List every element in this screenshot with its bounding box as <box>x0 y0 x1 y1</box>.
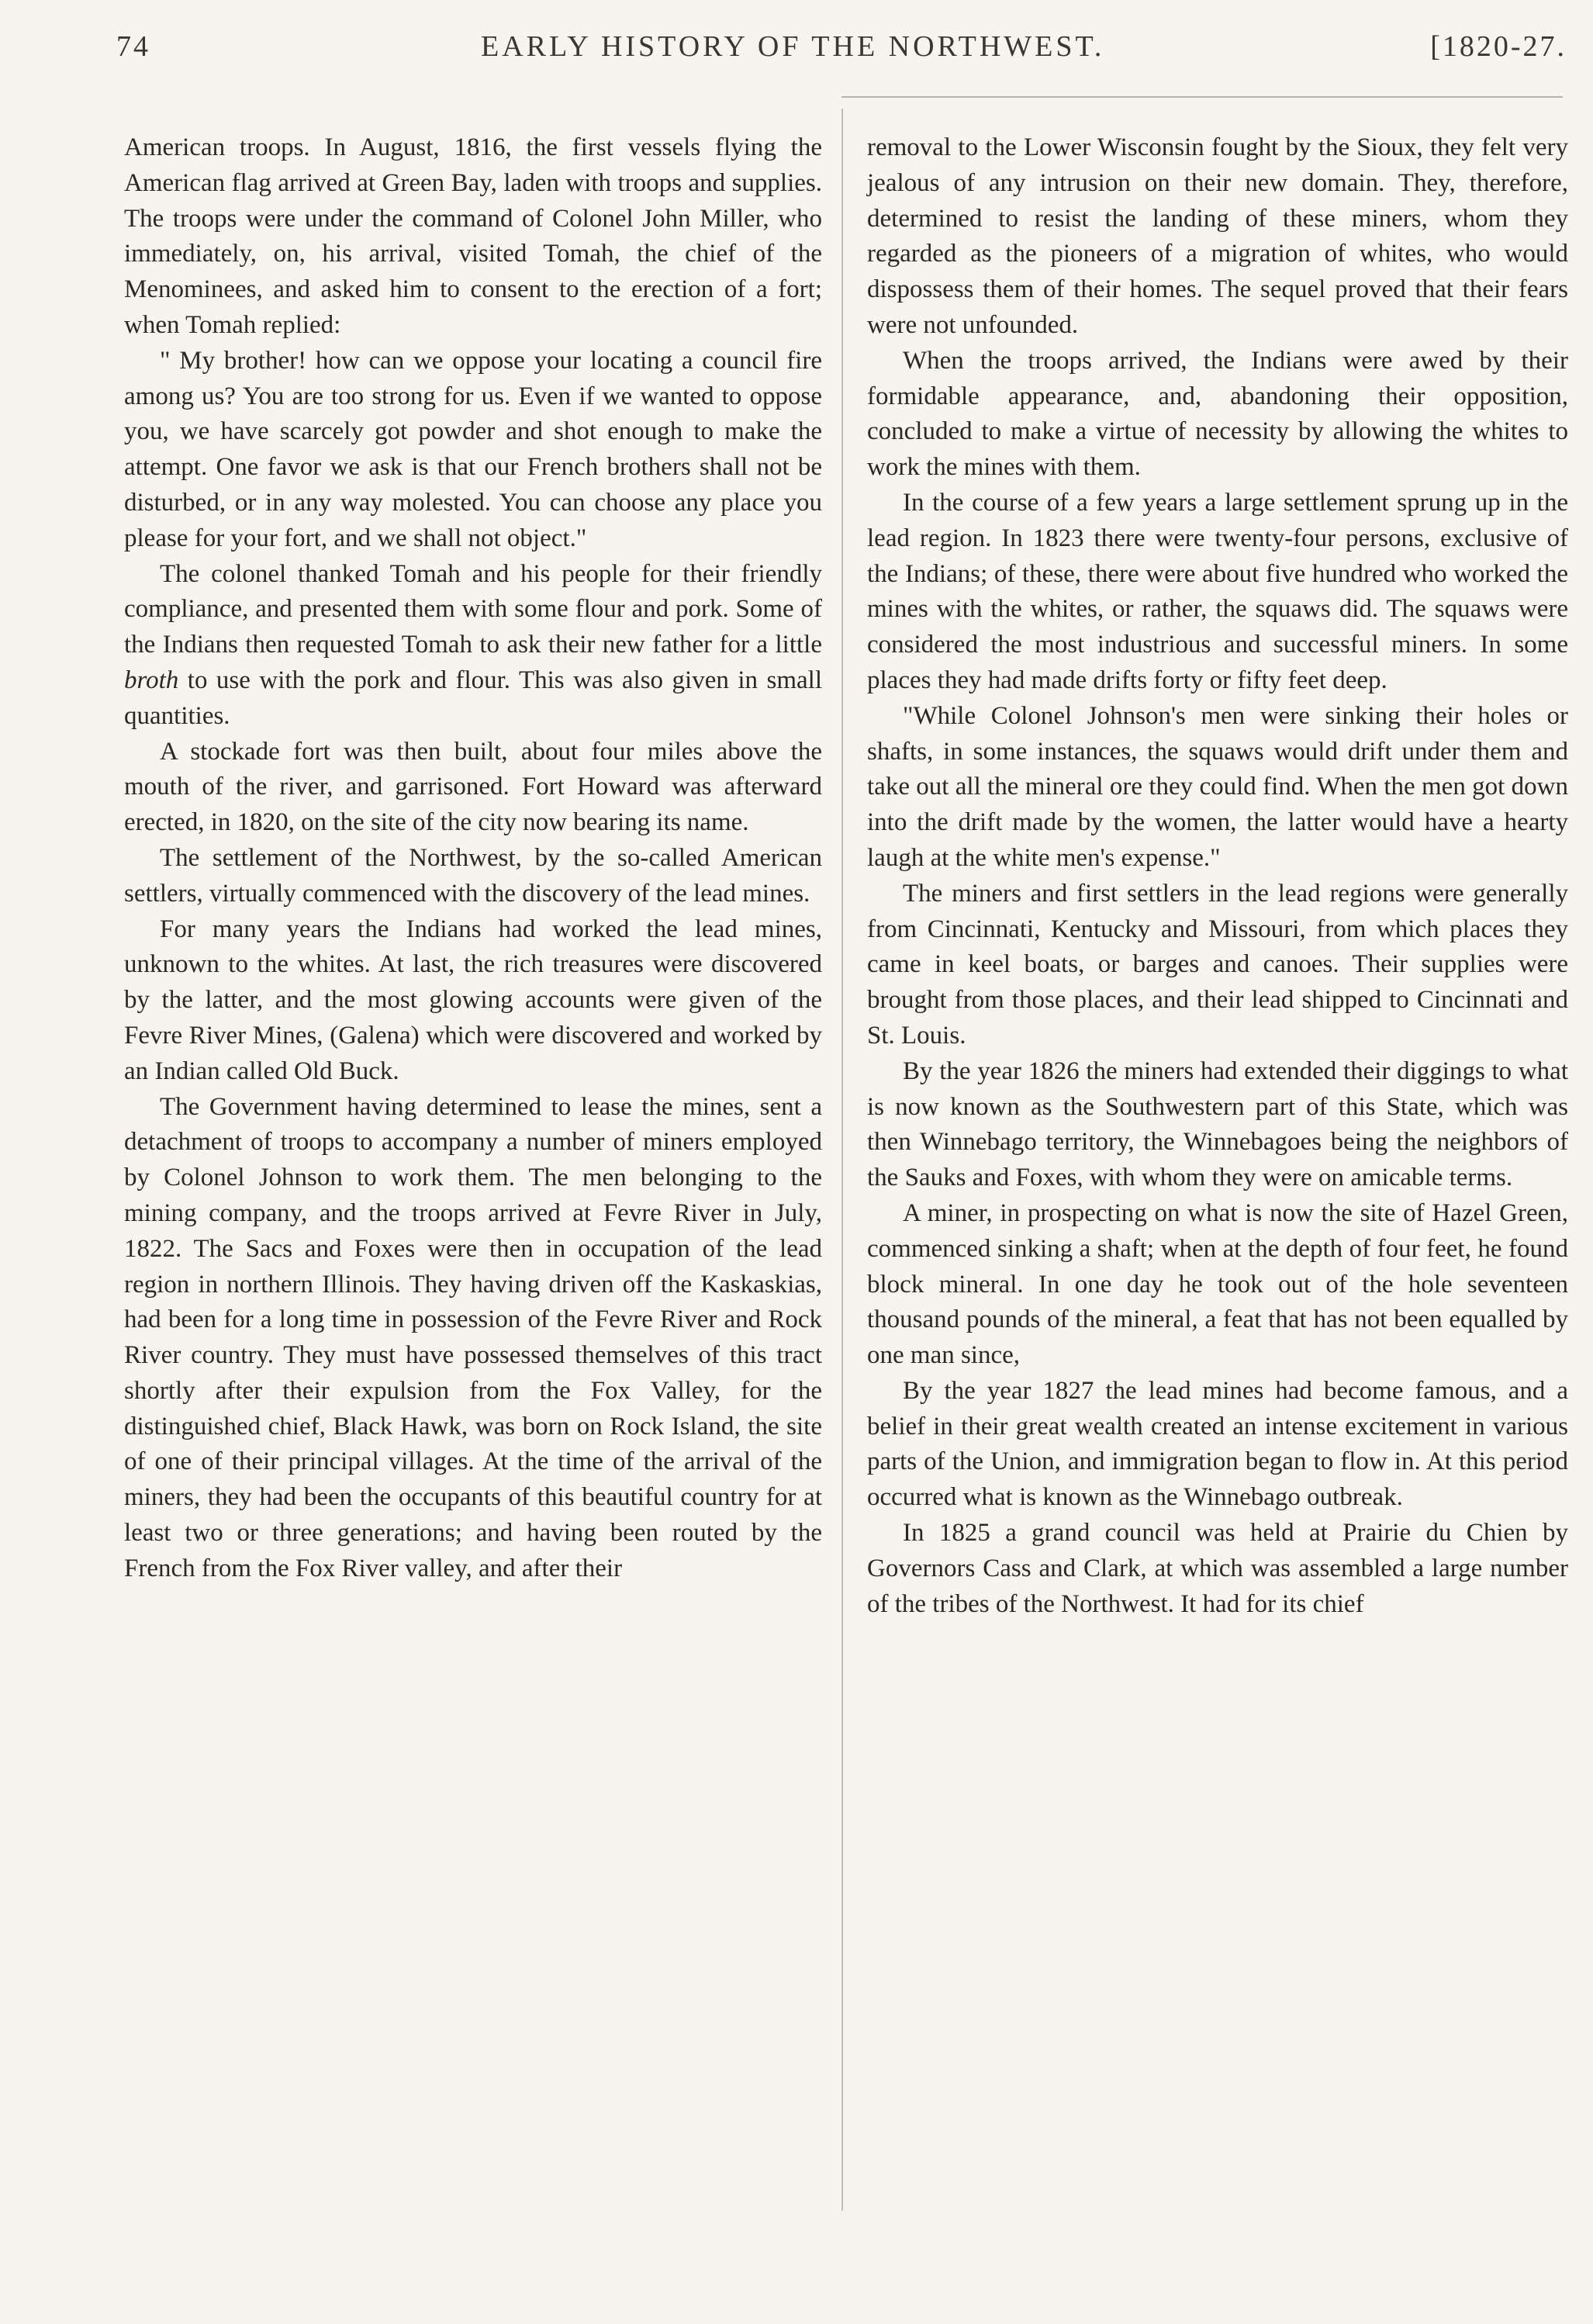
right-column <box>867 130 1568 1622</box>
page-number: 74 <box>116 30 150 63</box>
paragraph: By the year 1826 the miners had extended their diggings to what is now known as the Southwestern part of this State, which was then Winnebago territory, the Winnebagoes being the neighbors of the Sauks and Foxes, with whom they were on amicable terms. <box>867 1057 1568 1192</box>
paragraph: " My brother! how can we oppose your locating a council fire among us? You are too strong for us. Even if we wanted to oppose you, we have scarcely got powder and shot enough to make the attempt. One favor we ask is that our French brothers shall not be disturbed, or in any way molested. You can choose any place you please for your fort, and we shall not object." <box>124 346 822 552</box>
paragraph-text: The colonel thanked Tomah and his people for their friendly compliance, and presented them with some flour and pork. Some of the Indians then requested Tomah to ask their new father for a little <box>124 559 822 659</box>
paragraph: When the troops arrived, the Indians were awed by their formidable appearance, and, abandoning their opposition, concluded to make a virtue of necessity by allowing the whites to work the mines with them. <box>867 346 1568 482</box>
paragraph: A stockade fort was then built, about four miles above the mouth of the river, and garrisoned. Fort Howard was afterward erected, in 1820, on the site of the city now bearing its name. <box>124 737 822 837</box>
paragraph: The Government having determined to lease the mines, sent a detachment of troops to accompany a number of miners employed by Colonel Johnson to work them. The men belonging to the mining company, and the troops arrived at Fevre River in July, 1822. The Sacs and Foxes were then in occupation of the lead region in northern Illinois. They having driven off the Kaskaskias, had been for a long time in possession of the Fevre River and Rock River country. They must have possessed themselves of this tract shortly after their expulsion from the Fox Valley, for the distinguished chief, Black Hawk, was born on Rock Island, the site of one of their principal villages. At the time of the arrival of the miners, they had been the occupants of this beautiful country for at least two or three generations; and having been routed by the French from the Fox River valley, and after their <box>124 1092 822 1582</box>
paragraph: In 1825 a grand council was held at Prairie du Chien by Governors Cass and Clark, at which was assembled a large number of the tribes of the Northwest. It had for its chief <box>867 1519 1568 1618</box>
paragraph-text: to use with the pork and flour. This was also given in small quantities. <box>124 666 822 730</box>
paragraph: The miners and first settlers in the lead regions were generally from Cincinnati, Kentucky and Missouri, from which places they came in keel boats, or barges and canoes. Their supplies were brought from those places, and their lead shipped to Cincinnati and St. Louis. <box>867 879 1568 1050</box>
italic-word: broth <box>124 666 179 694</box>
date-range: [1820-27. <box>1430 30 1567 63</box>
paragraph: The settlement of the Northwest, by the so-called American settlers, virtually commenced with the discovery of the lead mines. <box>124 843 822 908</box>
running-header <box>116 29 1567 76</box>
paragraph: In the course of a few years a large settlement sprung up in the lead region. In 1823 there were twenty-four persons, exclusive of the Indians; of these, there were about five hundred who worked the mines with the whites, or rather, the squaws did. The squaws were considered the most industrious and successful miners. In some places they had made drifts forty or fifty feet deep. <box>867 488 1568 694</box>
paragraph: A miner, in prospecting on what is now the site of Hazel Green, commenced sinking a shaft; when at the depth of four feet, he found block mineral. In one day he took out of the hole seventeen thousand pounds of the mineral, a feat that has not been equalled by one man since, <box>867 1198 1568 1370</box>
paragraph: American troops. In August, 1816, the first vessels flying the American flag arrived at Green Bay, laden with troops and supplies. The troops were under the command of Colonel John Miller, who immediately, on, his arrival, visited Tomah, the chief of the Menominees, and asked him to consent to the erection of a fort; when Tomah replied: <box>124 133 822 339</box>
paragraph <box>124 557 822 735</box>
paragraph: removal to the Lower Wisconsin fought by the Sioux, they felt very jealous of any intrusion on their new domain. They, therefore, determined to resist the landing of these miners, whom they regarded as the pioneers of a migration of whites, who would dispossess them of their homes. The sequel proved that their fears were not unfounded. <box>867 133 1568 339</box>
column-divider <box>841 109 843 2211</box>
left-column <box>124 130 822 1587</box>
paragraph: "While Colonel Johnson's men were sinking their holes or shafts, in some instances, the squaws would drift under them and take out all the mineral ore they could find. When the men got down into the drift made by the women, the latter would have a hearty laugh at the white men's expense." <box>867 701 1568 872</box>
paragraph: By the year 1827 the lead mines had become famous, and a belief in their great wealth created an intense excitement in various parts of the Union, and immigration began to flow in. At this period occurred what is known as the Winnebago outbreak. <box>867 1376 1568 1512</box>
paragraph: For many years the Indians had worked the lead mines, unknown to the whites. At last, the rich treasures were discovered by the latter, and the most glowing accounts were given of the Fevre River Mines, (Galena) which were discovered and worked by an Indian called Old Buck. <box>124 915 822 1085</box>
header-rule <box>841 96 1563 98</box>
running-title: EARLY HISTORY OF THE NORTHWEST. <box>481 30 1105 63</box>
